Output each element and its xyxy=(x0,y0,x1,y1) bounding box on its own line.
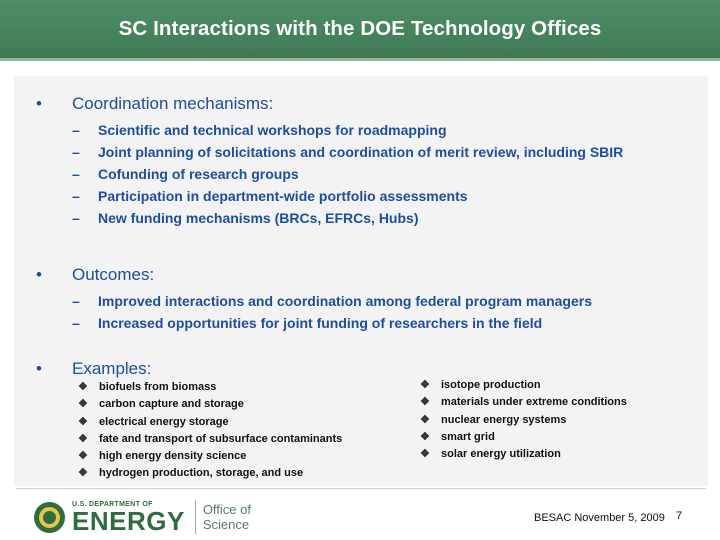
logo-office-line1: Office of xyxy=(202,502,251,517)
examples-left-list xyxy=(78,379,342,483)
diamond-bullet-icon: ❖ xyxy=(420,413,430,426)
list-item: ❖ hydrogen production, storage, and use xyxy=(78,465,342,482)
title-divider xyxy=(0,58,720,61)
diamond-bullet-icon: ❖ xyxy=(78,467,88,480)
list-item: ❖ smart grid xyxy=(420,429,627,446)
list-item: ❖ solar energy utilization xyxy=(420,446,627,463)
bullet-heading-coordination: Coordination mechanisms: xyxy=(72,94,274,113)
page-number: 7 xyxy=(676,510,683,522)
logo-energy-text: ENERGY xyxy=(72,505,185,536)
doe-logo xyxy=(34,500,251,534)
logo-separator xyxy=(195,500,196,534)
diamond-bullet-icon: ❖ xyxy=(420,379,430,391)
list-item: – Cofunding of research groups xyxy=(72,166,299,182)
list-item: ❖ biofuels from biomass xyxy=(78,379,342,396)
logo-wordmark xyxy=(72,501,185,534)
slide-title: SC Interactions with the DOE Technology Offices xyxy=(118,17,602,40)
footer-divider xyxy=(16,488,706,489)
list-item: – Improved interactions and coordination among federal program managers xyxy=(72,293,592,309)
footer-date: BESAC November 5, 2009 xyxy=(534,512,665,524)
bullet-dot: • xyxy=(36,359,42,378)
logo-office-line2: Science xyxy=(202,517,250,532)
list-item: – Participation in department-wide portfolio assessments xyxy=(72,188,468,204)
outcomes-list xyxy=(72,290,672,334)
diamond-bullet-icon: ❖ xyxy=(78,432,88,445)
diamond-bullet-icon: ❖ xyxy=(78,415,88,428)
list-item: ❖ high energy density science xyxy=(78,448,342,465)
list-item: – Increased opportunities for joint funding of researchers in the field xyxy=(72,315,543,331)
doe-seal-icon xyxy=(34,502,65,533)
list-item: – Scientific and technical workshops for roadmapping xyxy=(72,122,447,138)
examples-right-list xyxy=(420,377,627,463)
bullet-heading-examples: Examples: xyxy=(72,359,152,378)
list-item: ❖ carbon capture and storage xyxy=(78,396,342,413)
coordination-list xyxy=(72,119,672,229)
logo-office xyxy=(203,502,251,532)
bullet-heading-outcomes: Outcomes: xyxy=(72,265,155,284)
list-item: – Joint planning of solicitations and coordination of merit review, including SBIR xyxy=(72,144,624,160)
list-item: ❖ electrical energy storage xyxy=(78,414,342,431)
list-item: ❖ nuclear energy systems xyxy=(420,412,627,429)
bullet-dot: • xyxy=(36,265,42,284)
diamond-bullet-icon: ❖ xyxy=(420,448,430,461)
diamond-bullet-icon: ❖ xyxy=(78,381,88,393)
diamond-bullet-icon: ❖ xyxy=(420,430,430,443)
diamond-bullet-icon: ❖ xyxy=(78,398,88,411)
title-bar xyxy=(0,0,720,58)
list-item: ❖ isotope production xyxy=(420,377,627,394)
diamond-bullet-icon: ❖ xyxy=(420,396,430,409)
diamond-bullet-icon: ❖ xyxy=(78,450,88,463)
logo-dept-text: U.S. DEPARTMENT OF xyxy=(72,500,153,508)
bullet-dot: • xyxy=(36,94,42,113)
list-item: – New funding mechanisms (BRCs, EFRCs, Hubs) xyxy=(72,210,419,226)
list-item: ❖ fate and transport of subsurface contaminants xyxy=(78,431,342,448)
list-item: ❖ materials under extreme conditions xyxy=(420,394,627,411)
